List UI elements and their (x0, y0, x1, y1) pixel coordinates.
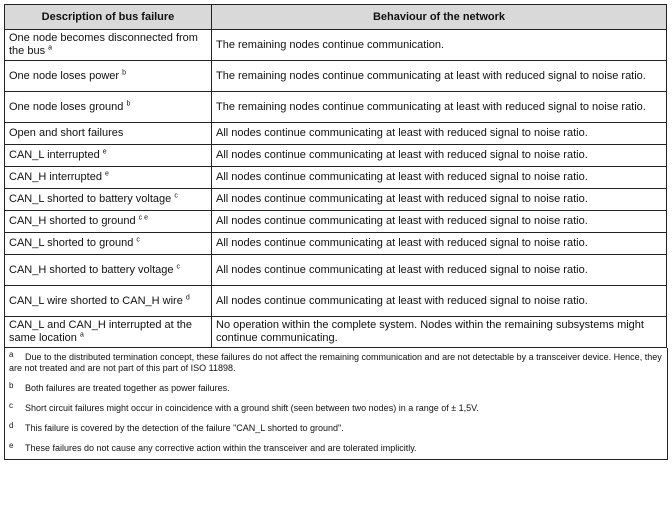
network-behaviour: All nodes continue communicating at least with reduced signal to noise ratio. (212, 189, 667, 211)
bus-failure-table (4, 4, 667, 348)
failure-description: CAN_H shorted to battery voltage $^c$ (5, 255, 212, 286)
table-row (5, 123, 667, 145)
footnote-ref: e (105, 170, 109, 178)
network-behaviour: The remaining nodes continue communicating at least with reduced signal to noise ratio. (212, 92, 667, 123)
network-behaviour: All nodes continue communicating at least with reduced signal to noise ratio. (212, 145, 667, 167)
failure-description: CAN_L and CAN_H interrupted at the same location $^a$ (5, 317, 212, 348)
failure-description: One node becomes disconnected from the bus $^a$ (5, 30, 212, 61)
footnote-ref: e (102, 148, 107, 156)
footnote-text: Short circuit failures might occur in coincidence with a ground shift (seen between two nodes) in a range of ± 1,5V. (25, 403, 479, 413)
footnote-ref: b (122, 68, 127, 76)
footnote-ref: a (79, 331, 84, 339)
footnote-key: d (9, 421, 14, 430)
footnote (9, 443, 663, 454)
column-header-behaviour: Behaviour of the network (212, 5, 667, 30)
failure-description: CAN_L shorted to battery voltage $^c$ (5, 189, 212, 211)
footnote-text: This failure is covered by the detection of the failure "CAN_L shorted to ground". (25, 423, 344, 433)
footnote-text: Both failures are treated together as power failures. (25, 383, 230, 393)
footnote-key: b (9, 381, 14, 390)
footnote-key: c (9, 401, 13, 410)
failure-description: One node loses ground $^b$ (5, 92, 212, 123)
failure-description: One node loses power $^b$ (5, 61, 212, 92)
network-behaviour: All nodes continue communicating at least with reduced signal to noise ratio. (212, 167, 667, 189)
failure-description: CAN_L wire shorted to CAN_H wire $^d$ (5, 286, 212, 317)
network-behaviour: No operation within the complete system. Nodes within the remaining subsystems might continue communicating. (212, 317, 667, 348)
table-row (5, 233, 667, 255)
failure-description: Open and short failures (5, 123, 212, 145)
footnote-key: e (9, 441, 14, 450)
network-behaviour: All nodes continue communicating at least with reduced signal to noise ratio. (212, 211, 667, 233)
footnote-key: a (9, 350, 14, 359)
table-row (5, 30, 667, 61)
footnote (9, 403, 663, 414)
table-row (5, 317, 667, 348)
footnote-ref: c (136, 236, 140, 244)
network-behaviour: The remaining nodes continue communication. (212, 30, 667, 61)
table-row (5, 145, 667, 167)
table-row (5, 286, 667, 317)
table-row (5, 255, 667, 286)
footnote (9, 352, 663, 374)
footnote (9, 383, 663, 394)
table-header-row (5, 5, 667, 30)
footnote-ref: c (176, 262, 181, 270)
footnote (9, 423, 663, 434)
footnote-text: Due to the distributed termination concept, these failures do not affect the remaining communication and are not detectable by a transceiver device. Hence, they are not treated and are not part of this part of ISO 11898. (9, 352, 662, 373)
network-behaviour: The remaining nodes continue communicating at least with reduced signal to noise ratio. (212, 61, 667, 92)
footnotes (4, 348, 668, 460)
network-behaviour: All nodes continue communicating at least with reduced signal to noise ratio. (212, 123, 667, 145)
network-behaviour: All nodes continue communicating at least with reduced signal to noise ratio. (212, 286, 667, 317)
network-behaviour: All nodes continue communicating at least with reduced signal to noise ratio. (212, 255, 667, 286)
footnote-ref: c e (138, 214, 148, 222)
footnote-text: These failures do not cause any corrective action within the transceiver and are tolerated implicitly. (25, 443, 417, 453)
table-row (5, 61, 667, 92)
footnote-ref: a (48, 44, 53, 52)
table-row (5, 189, 667, 211)
footnote-ref: c (174, 192, 178, 200)
table-row (5, 92, 667, 123)
network-behaviour: All nodes continue communicating at least with reduced signal to noise ratio. (212, 233, 667, 255)
table-row (5, 167, 667, 189)
table-row (5, 211, 667, 233)
column-header-description: Description of bus failure (5, 5, 212, 30)
failure-description: CAN_H interrupted $^e$ (5, 167, 212, 189)
failure-description: CAN_H shorted to ground $^{c e}$ (5, 211, 212, 233)
failure-description: CAN_L interrupted $^e$ (5, 145, 212, 167)
failure-description: CAN_L shorted to ground $^c$ (5, 233, 212, 255)
footnote-ref: b (126, 99, 131, 107)
footnote-ref: d (185, 293, 190, 301)
bus-failure-document (4, 4, 666, 460)
